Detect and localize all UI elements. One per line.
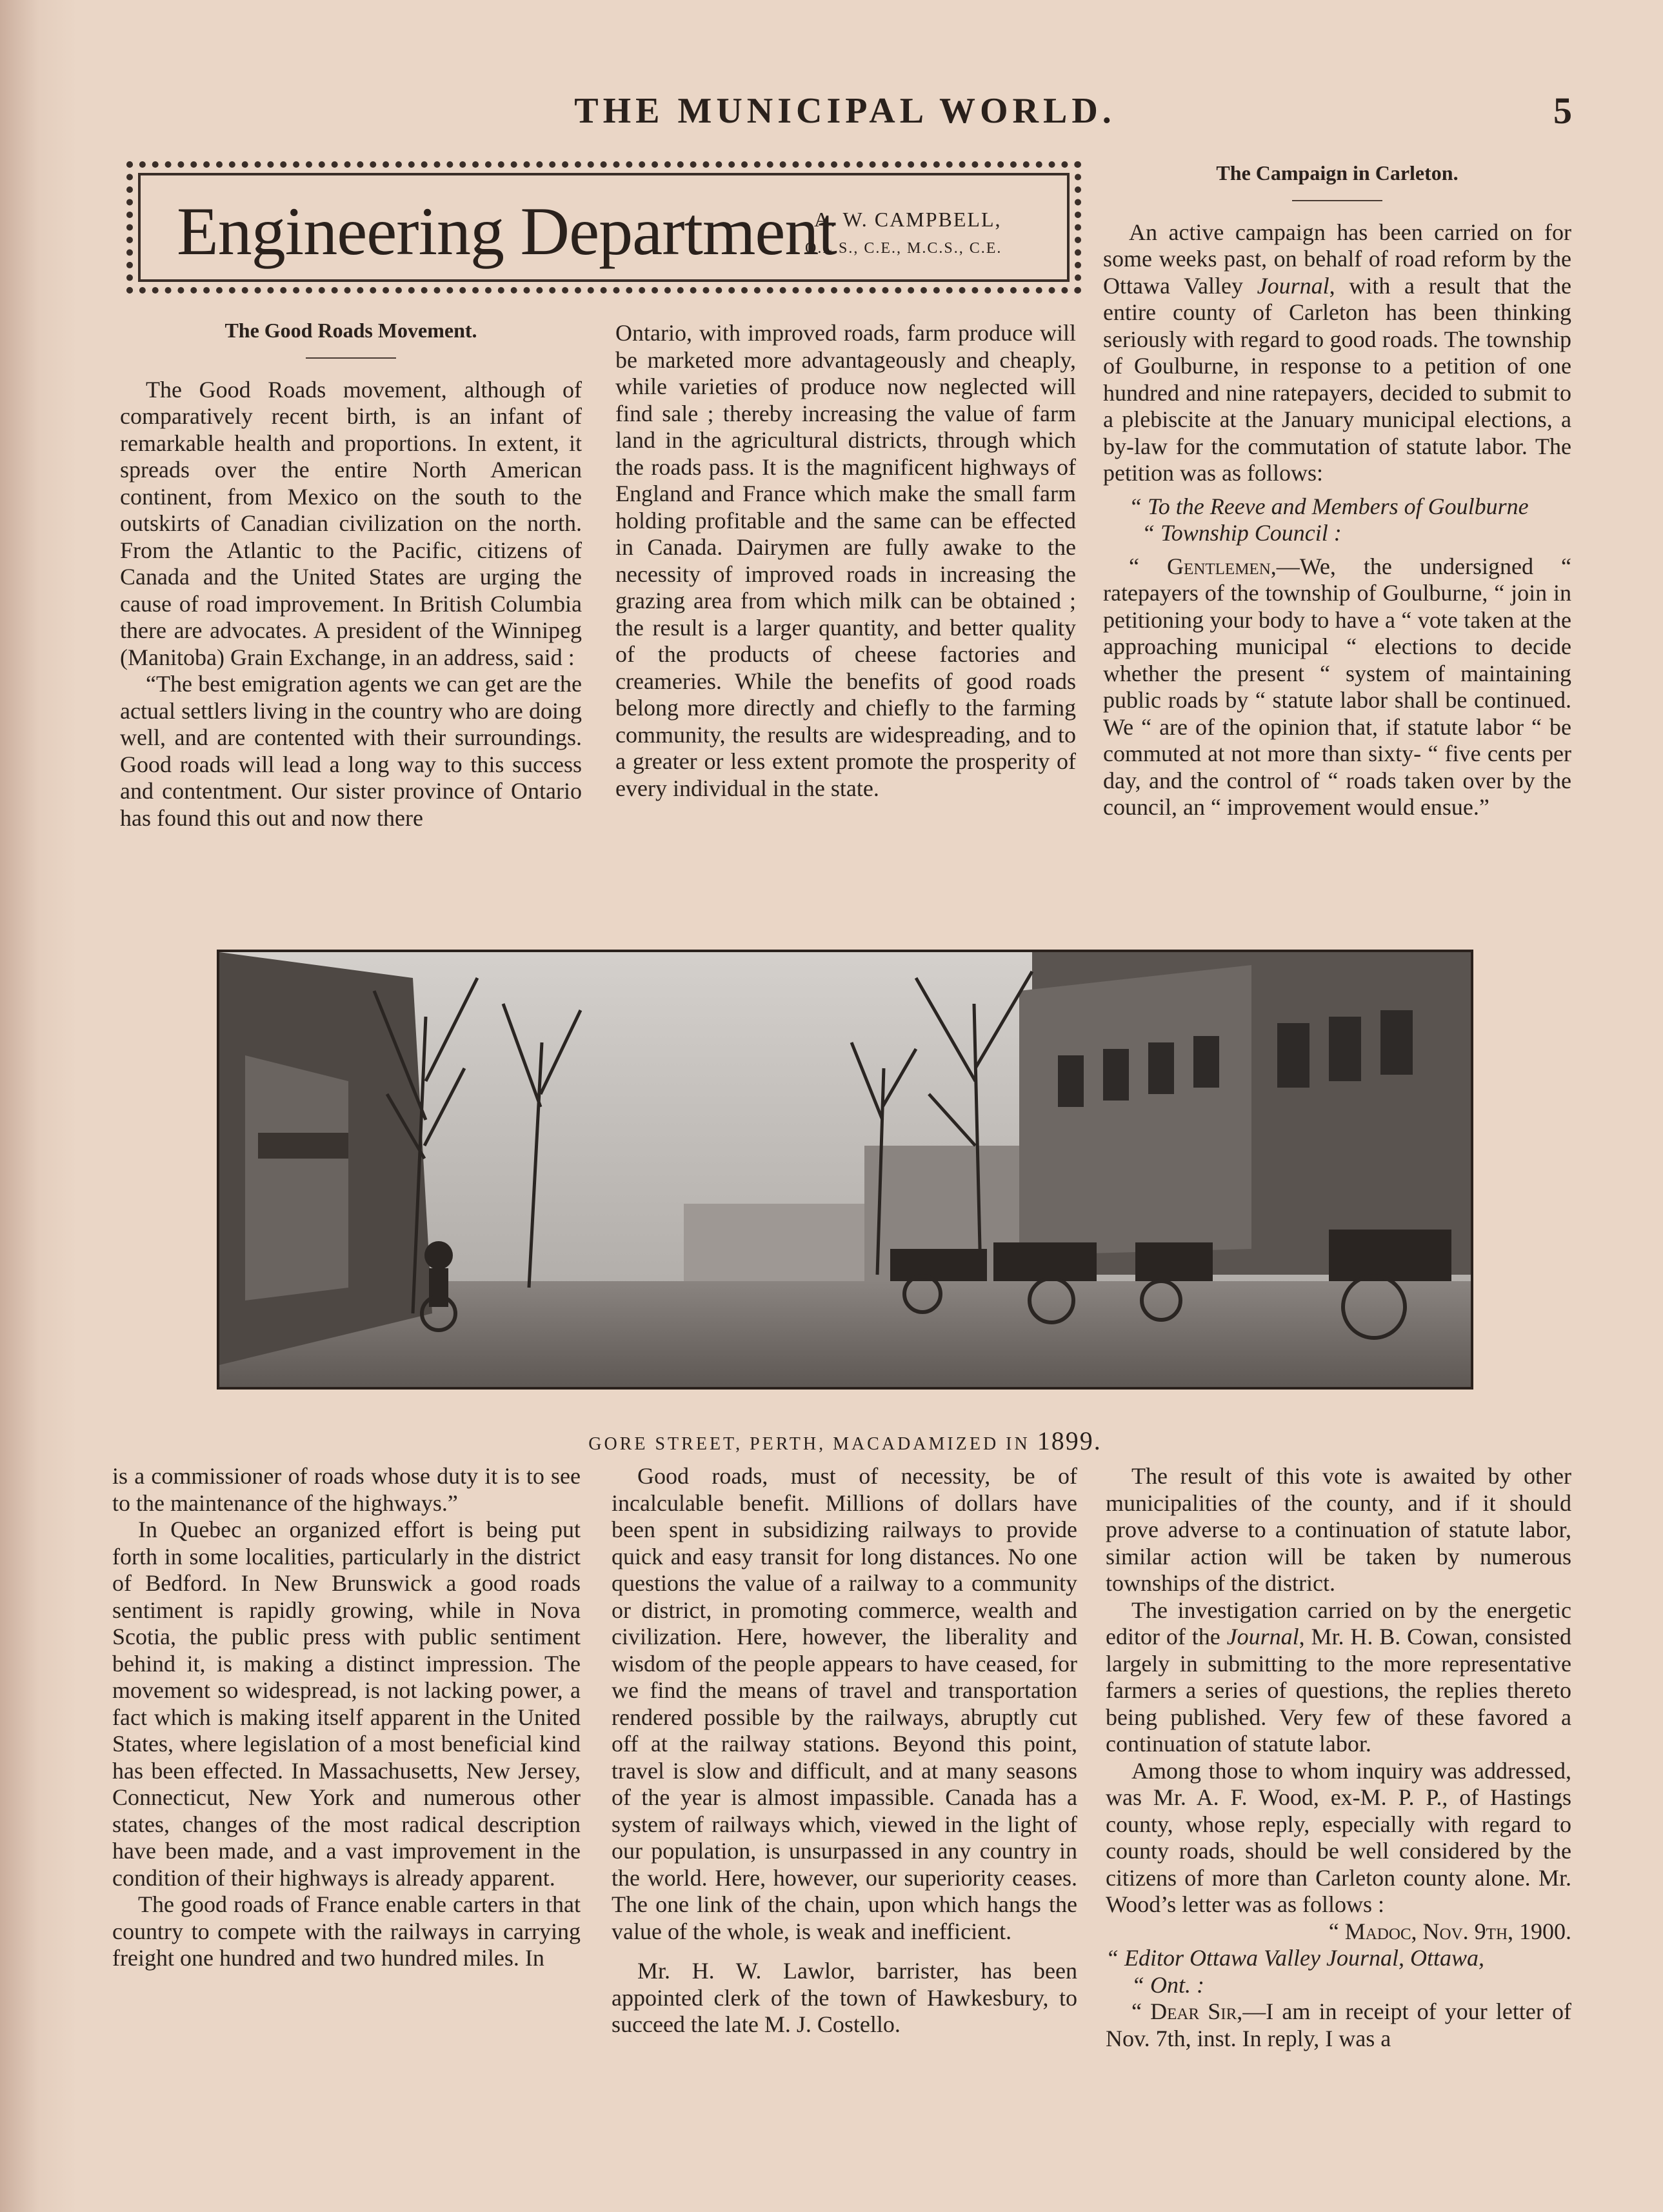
text-run: —I am in receipt of your letter of Nov. 7th, inst. In reply, I was a (1106, 1998, 1571, 2051)
paragraph: “The best emigration agents we can get are the actual settlers living in the country who are doing well, and are contented with their surroundings. Good roads will lead a long way to this success and contentment. Our sister province of Ontario has found this out and now there (120, 671, 582, 831)
caption-text: GORE STREET, PERTH, MACADAMIZED IN (588, 1434, 1030, 1454)
department-qualifications: O.L.S., C.E., M.C.S., C.E. (805, 240, 1002, 257)
paragraph: Ontario, with improved roads, farm produce will be marketed more advantageously and cheaply, while varieties of produce now neglected will find sale ; thereby increasing the value of farm land in the agricultural districts, through which the roads pass. It is the magnificent highways of England and France which make the small farm holding profitable and the same can be effected in Canada. Dairymen are fully awake to the necessity of improved roads in increasing the grazing area from which milk can be obtained ; the result is a larger quantity, and better quality of the products of cheese factories and creameries. While the benefits of good roads belong more directly and chiefly to the farming community, the results are widespreading, and to a greater or less extent promote the prosperity of every individual in the state. (615, 320, 1076, 801)
text-run: —We, the undersigned “ ratepayers of the township of Goulburne, “ join in petitioning your body to have a “ vote taken at the approaching municipal “ elections to decide whether the present “ system of maintaining public roads by “ statute labor shall be continued. We “ are of the opinion that, if statute labor “ be commuted at not more than sixty- “ five cents per day, and the control of “ roads taken over by the council, an “ improvement would ensue.” (1103, 553, 1572, 820)
paragraph: In Quebec an organized effort is being put forth in some localities, particularly in the district of Bedford. In New Brunswick a good roads sentiment is rapidly growing, while in Nova Scotia, the public press with public sentiment behind it, is making a distinct impression. The movement so widespread, is not lacking power, a fact which is making itself apparent in the United States, where legislation of a most beneficial kind has been effected. In Massachusetts, New Jersey, Connecticut, New York and numerous other states, changes of the most radical description have been made, and a vast improvement in the condition of their highways is already apparent. (112, 1517, 581, 1891)
subheading-rule (1292, 200, 1382, 201)
photo-caption (217, 1426, 1473, 1456)
paragraph: is a commissioner of roads whose duty it is to see to the maintenance of the highways.” (112, 1463, 581, 1516)
street-photo-illustration (219, 952, 1471, 1387)
column-1 (120, 317, 582, 832)
running-title: THE MUNICIPAL WORLD. (574, 91, 1116, 131)
paragraph: Good roads, must of necessity, be of incalculable benefit. Millions of dollars have been spent in subsidizing railways to provide quick and easy transit for long distances. No one questions the value of a railway to a community or district, in promoting commerce, wealth and civilization. Here, however, the liberality and wisdom of the people appears to have ceased, for we find the means of travel and transportation rendered possible by the railways, abruptly cut off at the railway stations. Beyond this point, travel is slow and difficult, and at many seasons of the year is almost impassible. Canada has a system of railways which, viewed in the light of our population, is unsurpassed in any country in the world. Here, however, our superiority ceases. The one link of the chain, upon which hangs the value of the whole, is weak and inefficient. (612, 1463, 1077, 1944)
paragraph (1106, 1597, 1571, 1758)
letter-salutation: “ Dear Sir, (1131, 1998, 1243, 2024)
subheading-campaign: The Campaign in Carleton. (1216, 161, 1459, 184)
column-5 (612, 1463, 1077, 2038)
petition-text (1103, 553, 1571, 821)
subheading-rule (306, 357, 396, 359)
letter-dateline: “ Madoc, Nov. 9th, 1900. (1328, 1918, 1571, 1944)
text-run: , Mr. H. B. Cowan, consisted largely in submitting to the more representative farmers a series of questions, the replies thereto being published. Very few of these favored a continuation of statute labor. (1106, 1624, 1571, 1757)
petition-address-line: “ To the Reeve and Members of Goulburne (1129, 493, 1529, 519)
paragraph (1103, 219, 1571, 487)
journal-title: Journal (1257, 272, 1329, 299)
text-run: The investigation carried on by the energetic editor of the (1106, 1597, 1571, 1649)
page-number: 5 (1553, 90, 1572, 132)
paragraph: Mr. H. W. Lawlor, barrister, has been appointed clerk of the town of Hawkesbury, to succeed the late M. J. Costello. (612, 1958, 1077, 2037)
department-title: Engineering Department (177, 194, 837, 269)
letter-recipient: “ Ont. : (1131, 1971, 1205, 1998)
paragraph: The Good Roads movement, although of comparatively recent birth, is an infant of remarkable health and proportions. In extent, it spreads over the entire North American continent, from Mexico on the south to the outskirts of Canadian civilization on the north. From the Atlantic to the Pacific, citizens of Canada and the United States are urging the cause of road improvement. In British Columbia there are advocates. A president of the Winnipeg (Manitoba) Grain Exchange, in an address, said : (120, 376, 582, 670)
text-run: An active campaign has been carried on for some weeks past, on behalf of road reform by the Ottawa Valley (1103, 219, 1571, 299)
letter-body (1106, 1998, 1571, 2052)
petition-address-line: “ Township Council : (1142, 520, 1342, 546)
department-author: A. W. CAMPBELL, (814, 208, 1002, 231)
column-2 (615, 320, 1076, 802)
caption-year: 1899. (1037, 1426, 1102, 1455)
column-4 (112, 1463, 581, 1972)
column-3 (1103, 160, 1571, 821)
street-photograph (217, 950, 1473, 1390)
paragraph: Among those to whom inquiry was addressed, was Mr. A. F. Wood, ex-M. P. P., of Hastings county, whose reply, especially with regard to county roads, should be well considered by the citizens of more than Carleton county alone. Mr. Wood’s letter was as follows : (1106, 1757, 1571, 1917)
paragraph: The result of this vote is awaited by other municipalities of the county, and if it should prove adverse to a continuation of statute labor, similar action will be taken by numerous townships of the district. (1106, 1463, 1571, 1596)
paragraph: The good roads of France enable carters in that country to compete with the railways in carrying freight one hundred and two hundred miles. In (112, 1891, 581, 1971)
letter-recipient: “ Editor Ottawa Valley Journal, Ottawa, (1106, 1945, 1485, 1971)
text-run: , with a result that the entire county of Carleton has been thinking seriously with regard to good roads. The township of Goulburne, in response to a petition of one hundred and nine ratepayers, decided to submit to a plebiscite at the January municipal elections, a by-law for the commutation of statute labor. The petition was as follows: (1103, 272, 1571, 486)
column-6 (1106, 1463, 1571, 2052)
petition-salutation: “ Gentlemen, (1129, 553, 1277, 579)
journal-title: Journal (1226, 1624, 1299, 1649)
subheading-good-roads: The Good Roads Movement. (224, 319, 477, 342)
